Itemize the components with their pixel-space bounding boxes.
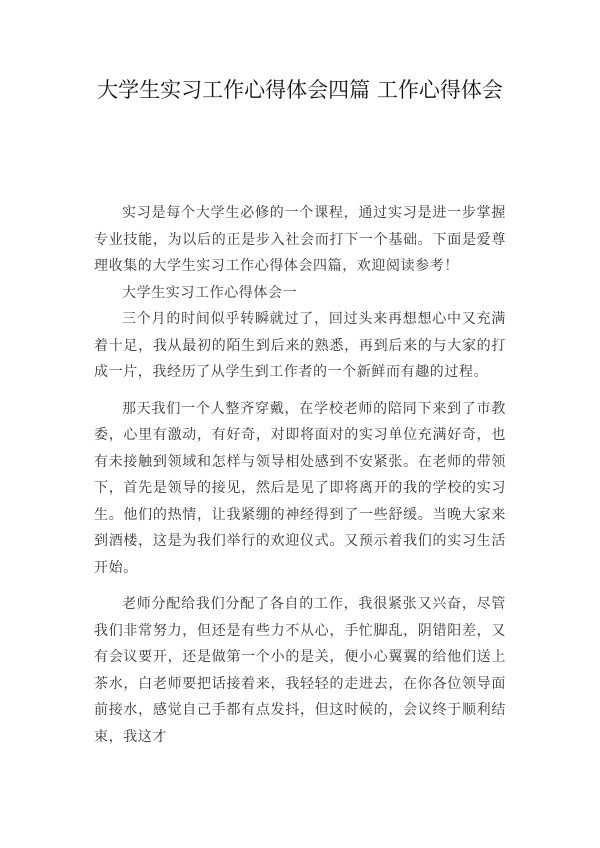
document-body (94, 200, 506, 750)
body-paragraph: 那天我们一个人整齐穿戴，在学校老师的陪同下来到了市教委，心里有激动，有好奇，对即将面对的实习单位充满好奇，也有未接触到领域和怎样与领导相处感到不安紧张。在老师的带领下，首先是领导的接见，然后是见了即将离开的我的学校的实习生。他们的热情，让我紧绷的神经得到了一些舒缓。当晚大家来到酒楼，这是为我们举行的欢迎仪式。又预示着我们的实习生活开始。 (94, 400, 506, 576)
intro-paragraph: 实习是每个大学生必修的一个课程，通过实习是进一步掌握专业技能，为以后的正是步入社会而打下一个基础。下面是爱尊理收集的大学生实习工作心得体会四篇，欢迎阅读参考！ (94, 205, 506, 274)
body-paragraph: 老师分配给我们分配了各自的工作，我很紧张又兴奋，尽管我们非常努力，但还是有些力不从心，手忙脚乱，阴错阳差，又有会议要开，还是做第一个小的是关，便小心翼翼的给他们送上茶水，白老师要把话接着来，我轻轻的走进去，在你各位领导面前接水，感觉自己手都有点发抖，但这时候的，会议终于顺利结束，我这才 (94, 596, 506, 745)
section-heading: 大学生实习工作心得体会一 (122, 284, 298, 301)
body-paragraph: 三个月的时间似乎转瞬就过了，回过头来再想想心中又充满着十足，我从最初的陌生到后来的熟悉，再到后来的与大家的打成一片，我经历了从学生到工作者的一个新鲜而有趣的过程。 (94, 311, 506, 380)
document-title: 大学生实习工作心得体会四篇 工作心得体会 (97, 78, 503, 102)
